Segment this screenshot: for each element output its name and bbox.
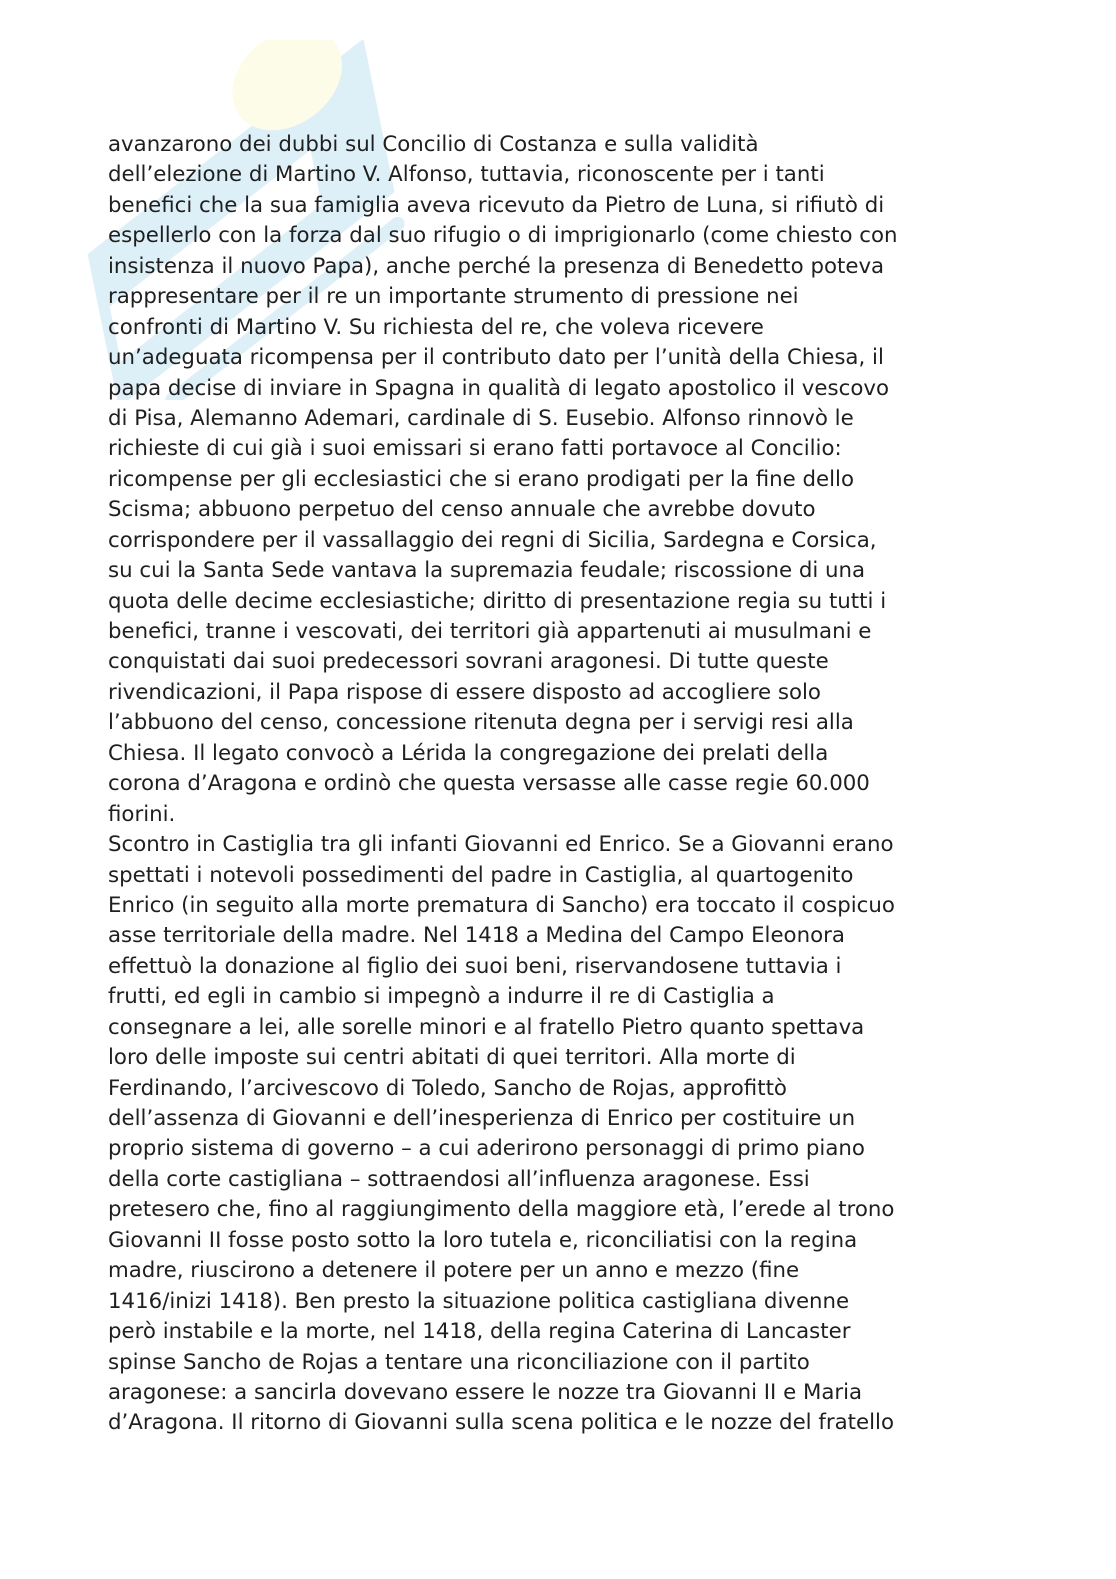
text-line: Ferdinando, l’arcivescovo di Toledo, Sancho de Rojas, approfittò — [108, 1075, 787, 1101]
text-line: pretesero che, fino al raggiungimento della maggiore età, l’erede al trono — [108, 1197, 895, 1223]
text-line: ricompense per gli ecclesiastici che si erano prodigati per la fine dello — [108, 466, 854, 492]
text-line: corona d’Aragona e ordinò che questa versasse alle casse regie 60.000 — [108, 771, 870, 797]
text-line: conquistati dai suoi predecessori sovrani aragonesi. Di tutte queste — [108, 649, 829, 675]
text-line: Enrico (in seguito alla morte prematura di Sancho) era toccato il cospicuo — [108, 892, 895, 918]
text-line: fiorini. — [108, 801, 176, 827]
text-line: Giovanni II fosse posto sotto la loro tutela e, riconciliatisi con la regina — [108, 1227, 858, 1253]
text-line: però instabile e la morte, nel 1418, della regina Caterina di Lancaster — [108, 1319, 851, 1345]
text-line: dell’elezione di Martino V. Alfonso, tuttavia, riconoscente per i tanti — [108, 162, 825, 188]
document-body — [108, 130, 1028, 1439]
text-line: consegnare a lei, alle sorelle minori e al fratello Pietro quanto spettava — [108, 1014, 865, 1040]
text-line: spettati i notevoli possedimenti del padre in Castiglia, al quartogenito — [108, 862, 854, 888]
text-line: loro delle imposte sui centri abitati di quei territori. Alla morte di — [108, 1045, 796, 1071]
text-line: espellerlo con la forza dal suo rifugio o di imprigionarlo (come chiesto con — [108, 223, 898, 249]
text-line: benefici, tranne i vescovati, dei territori già appartenuti ai musulmani e — [108, 619, 872, 644]
text-line: l’abbuono del censo, concessione ritenuta degna per i servigi resi alla — [108, 710, 854, 736]
text-line: papa decise di inviare in Spagna in qualità di legato apostolico il vescovo — [108, 375, 889, 401]
text-line: d’Aragona. Il ritorno di Giovanni sulla scena politica e le nozze del fratello — [108, 1410, 894, 1436]
text-line: dell’assenza di Giovanni e dell’inesperienza di Enrico per costituire un — [108, 1106, 856, 1131]
text-line: su cui la Santa Sede vantava la supremazia feudale; riscossione di una — [108, 558, 866, 584]
text-line: rivendicazioni, il Papa rispose di essere disposto ad accogliere solo — [108, 679, 821, 705]
text-line: corrispondere per il vassallaggio dei regni di Sicilia, Sardegna e Corsica, — [108, 527, 877, 553]
text-line: effettuò la donazione al figlio dei suoi beni, riservandosene tuttavia i — [108, 953, 842, 979]
text-line: richieste di cui già i suoi emissari si erano fatti portavoce al Concilio: — [108, 436, 842, 462]
text-line: aragonese: a sancirla dovevano essere le nozze tra Giovanni II e Maria — [108, 1379, 863, 1405]
text-line: asse territoriale della madre. Nel 1418 a Medina del Campo Eleonora — [108, 923, 845, 949]
text-line: spinse Sancho de Rojas a tentare una riconciliazione con il partito — [108, 1349, 810, 1375]
text-line: proprio sistema di governo – a cui aderirono personaggi di primo piano — [108, 1136, 865, 1162]
text-line: madre, riuscirono a detenere il potere per un anno e mezzo (fine — [108, 1258, 800, 1284]
text-line: Scontro in Castiglia tra gli infanti Giovanni ed Enrico. Se a Giovanni erano — [108, 832, 894, 858]
text-line: frutti, ed egli in cambio si impegnò a indurre il re di Castiglia a — [108, 984, 775, 1010]
text-line: confronti di Martino V. Su richiesta del re, che voleva ricevere — [108, 314, 764, 340]
text-line: 1416/inizi 1418). Ben presto la situazione politica castigliana divenne — [108, 1288, 850, 1314]
text-line: benefici che la sua famiglia aveva ricevuto da Pietro de Luna, si rifiutò di — [108, 192, 885, 218]
text-line: insistenza il nuovo Papa), anche perché la presenza di Benedetto poteva — [108, 253, 885, 279]
text-line: rappresentare per il re un importante strumento di pressione nei — [108, 284, 799, 310]
text-line: quota delle decime ecclesiastiche; diritto di presentazione regia su tutti i — [108, 588, 887, 614]
text-line: avanzarono dei dubbi sul Concilio di Costanza e sulla validità — [108, 132, 759, 157]
text-line: della corte castigliana – sottraendosi all’influenza aragonese. Essi — [108, 1166, 810, 1192]
text-line: un’adeguata ricompensa per il contributo dato per l’unità della Chiesa, il — [108, 345, 884, 371]
text-line: di Pisa, Alemanno Ademari, cardinale di S. Eusebio. Alfonso rinnovò le — [108, 405, 854, 431]
text-line: Chiesa. Il legato convocò a Lérida la congregazione dei prelati della — [108, 740, 829, 766]
text-line: Scisma; abbuono perpetuo del censo annuale che avrebbe dovuto — [108, 497, 816, 523]
